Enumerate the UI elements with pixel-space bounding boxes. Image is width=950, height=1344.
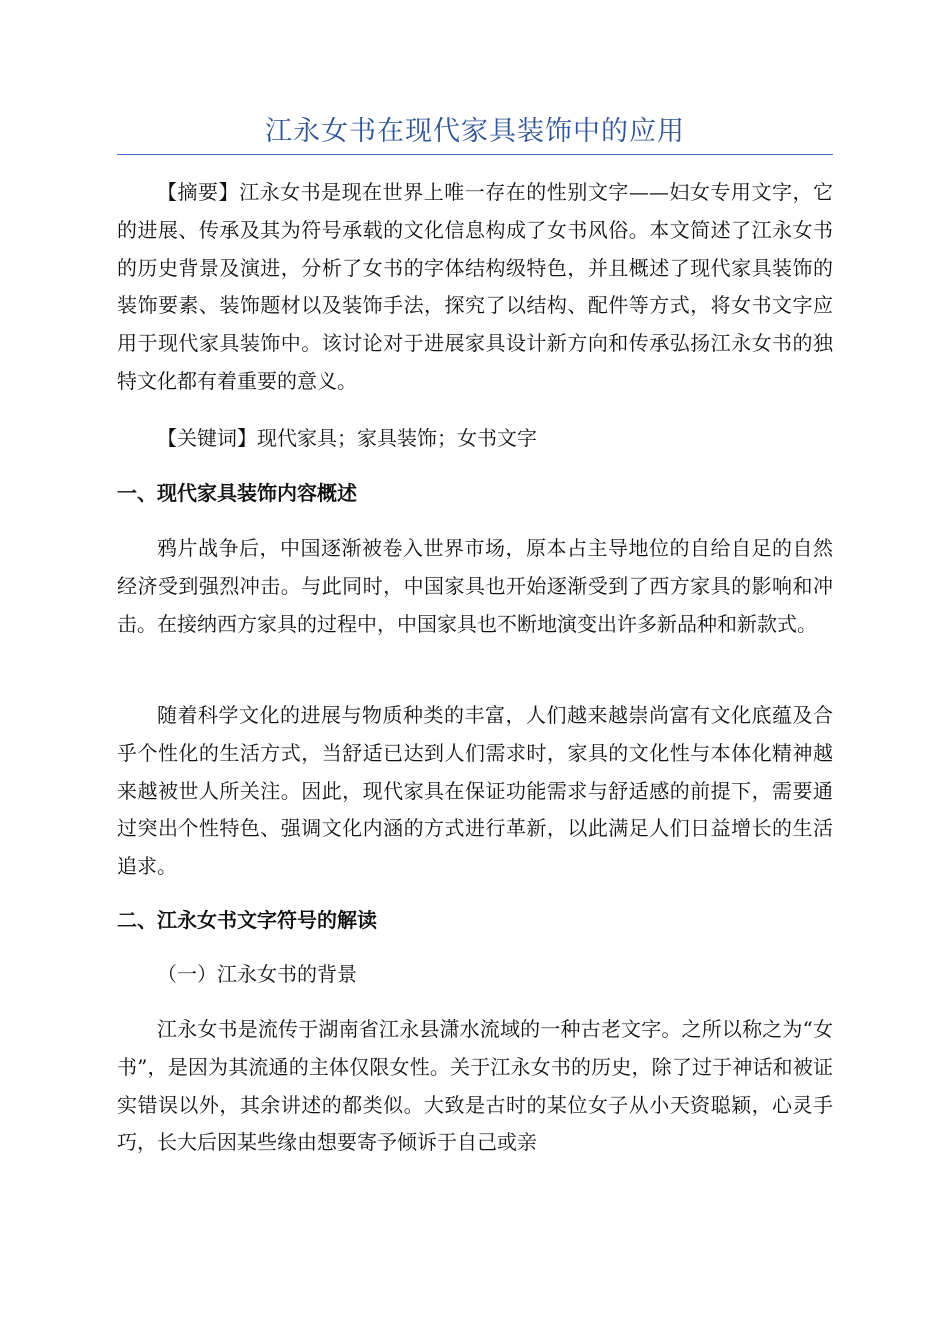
body-paragraph: 江永女书是流传于湖南省江永县潇水流域的一种古老文字。之所以称之为“女书”，是因为其流通的主体仅限女性。关于江永女书的历史，除了过于神话和被证实错误以外，其余讲述的都类似。大致是古时的某位女子从小天资聪颖，心灵手巧，长大后因某些缘由想要寄予倾诉于自己或亲 [117,1017,833,1155]
section-heading-2: 二、江永女书文字符号的解读 [117,908,377,932]
section-heading-1: 一、现代家具装饰内容概述 [117,481,357,505]
body-paragraph: 随着科学文化的进展与物质种类的丰富，人们越来越崇尚富有文化底蕴及合乎个性化的生活方式，当舒适已达到人们需求时，家具的文化性与本体化精神越来越被世人所关注。因此，现代家具在保证功能需求与舒适感的前提下，需要通过突出个性特色、强调文化内涵的方式进行革新，以此满足人们日益增长的生活追求。 [117,703,833,879]
keywords-paragraph: 【关键词】现代家具；家具装饰；女书文字 [157,426,537,450]
title-underline [117,154,833,155]
subsection-heading: （一）江永女书的背景 [157,962,357,986]
document-title: 江永女书在现代家具装饰中的应用 [265,116,685,147]
body-paragraph: 鸦片战争后，中国逐渐被卷入世界市场，原本占主导地位的自给自足的自然经济受到强烈冲击。与此同时，中国家具也开始逐渐受到了西方家具的影响和冲击。在接纳西方家具的过程中，中国家具也不断地演变出许多新品种和新款式。 [117,536,833,636]
abstract-paragraph: 【摘要】江永女书是现在世界上唯一存在的性别文字——妇女专用文字，它的进展、传承及其为符号承载的文化信息构成了女书风俗。本文简述了江永女书的历史背景及演进，分析了女书的字体结构级特色，并且概述了现代家具装饰的装饰要素、装饰题材以及装饰手法，探究了以结构、配件等方式，将女书文字应用于现代家具装饰中。该讨论对于进展家具设计新方向和传承弘扬江永女书的独特文化都有着重要的意义。 [117,180,833,393]
